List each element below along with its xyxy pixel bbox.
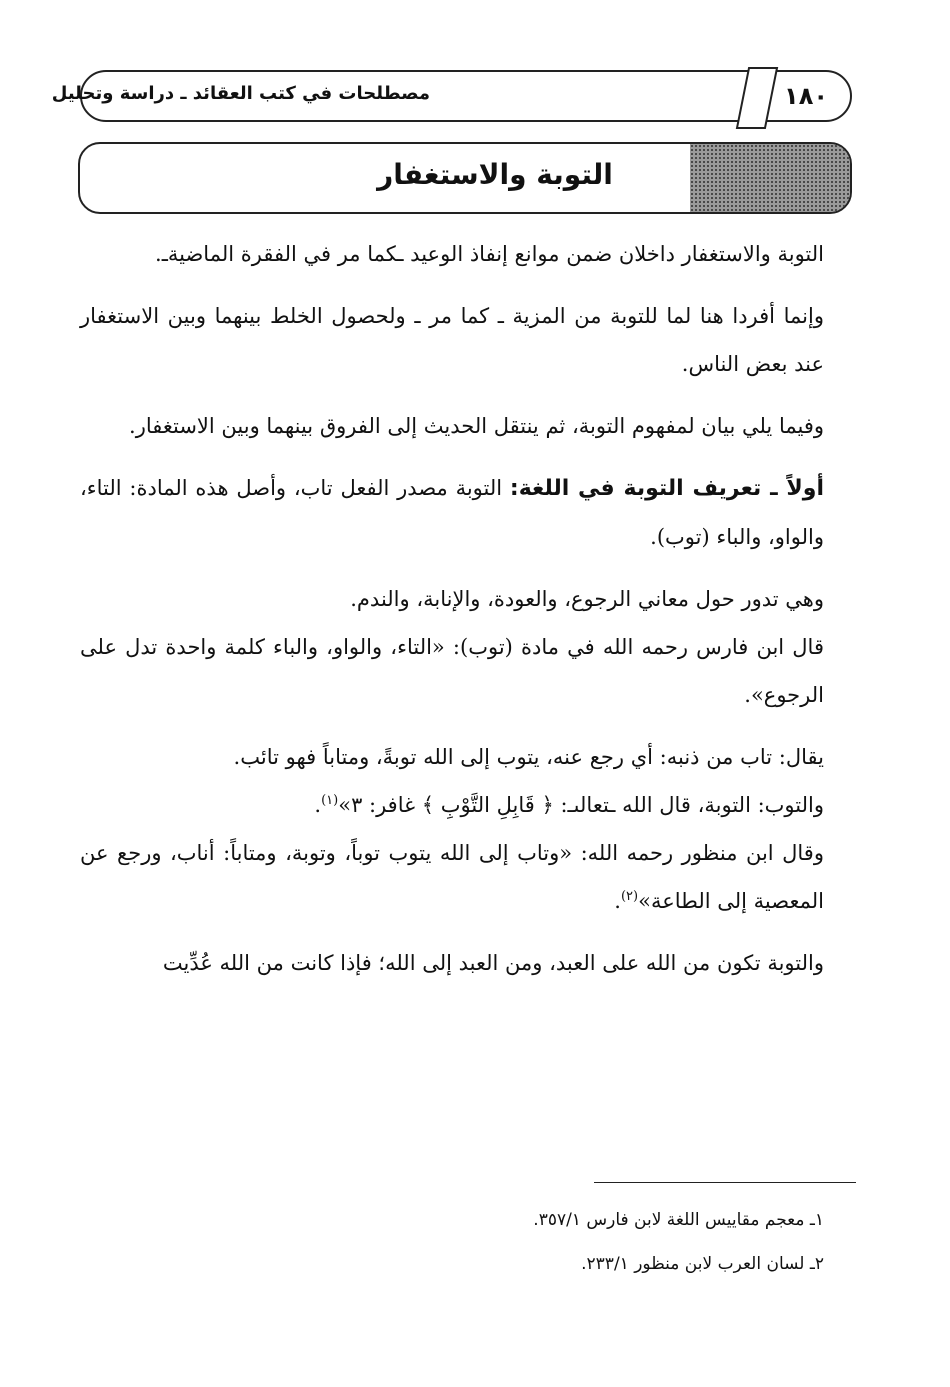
footnote-ref-2: (٢) bbox=[620, 889, 639, 904]
paragraph-tawb: والتوب: التوبة، قال الله ـتعالىـ: ﴿ قَابِلِ التَّوْبِ ﴾ غافر: ٣»$^{(١)}$. bbox=[314, 793, 824, 817]
running-title: مصطلحات في كتب العقائد ـ دراسة وتحليل bbox=[51, 83, 430, 104]
footnote-1: ١ـ معجم مقاييس اللغة لابن فارس ٣٥٧/١. bbox=[533, 1210, 824, 1230]
ibn-manzur-text: وقال ابن منظور رحمه الله: «وتاب إلى الله يتوب توباً، وتوبة، ومتاباً: أناب، ورجع عن المعصية إلى الطاعة» bbox=[80, 841, 824, 913]
section-title-box bbox=[78, 142, 852, 214]
footnote-2: ٢ـ لسان العرب لابن منظور ٢٣٣/١. bbox=[581, 1254, 824, 1274]
paragraph-meanings: وهي تدور حول معاني الرجوع، والعودة، والإنابة، والندم. bbox=[350, 587, 824, 611]
paragraph-intro: التوبة والاستغفار داخلان ضمن موانع إنفاذ الوعيد ـكما مر في الفقرة الماضيةـ. bbox=[155, 242, 824, 266]
body-text bbox=[80, 230, 824, 987]
definition-text: التوبة مصدر الفعل تاب، وأصل هذه المادة: التاء، والواو، والباء (توب). bbox=[80, 476, 824, 549]
paragraph-yuqal: يقال: تاب من ذنبه: أي رجع عنه، يتوب إلى الله توبةً، ومتاباً فهو تائب. bbox=[233, 745, 824, 769]
tawb-text: والتوب: التوبة، قال الله ـتعالىـ: ﴿ قَابِلِ التَّوْبِ ﴾ غافر: ٣» bbox=[338, 793, 824, 817]
section-title: التوبة والاستغفار bbox=[377, 158, 613, 191]
paragraph-last: والتوبة تكون من الله على العبد، ومن العبد إلى الله؛ فإذا كانت من الله عُدِّيت bbox=[162, 951, 824, 975]
footnote-ref-1: (١) bbox=[321, 793, 339, 808]
paragraph-ibn-manzur: وقال ابن منظور رحمه الله: «وتاب إلى الله يتوب توباً، وتوبة، ومتاباً: أناب، ورجع عن المعصية إلى الطاعة»$^{(٢)}$. bbox=[80, 841, 824, 913]
footnotes bbox=[300, 1198, 824, 1286]
title-pattern-decoration bbox=[690, 144, 850, 212]
definition-heading: أولاً ـ تعريف التوبة في اللغة: bbox=[509, 476, 824, 501]
header-slash-decoration bbox=[735, 66, 779, 130]
paragraph-definition bbox=[80, 464, 824, 561]
paragraph-reason: وإنما أفردا هنا لما للتوبة من المزية ـ كما مر ـ ولحصول الخلط بينهما وبين الاستغفار عند بعض الناس. bbox=[80, 304, 824, 376]
paragraph-ibn-faris: قال ابن فارس رحمه الله في مادة (توب): «التاء، والواو، والباء كلمة واحدة تدل على الرجوع». bbox=[80, 635, 824, 707]
footnote-divider bbox=[594, 1182, 856, 1183]
page-number: ١٨٠ bbox=[784, 82, 828, 110]
paragraph-plan: وفيما يلي بيان لمفهوم التوبة، ثم ينتقل الحديث إلى الفروق بينهما وبين الاستغفار. bbox=[129, 414, 824, 438]
